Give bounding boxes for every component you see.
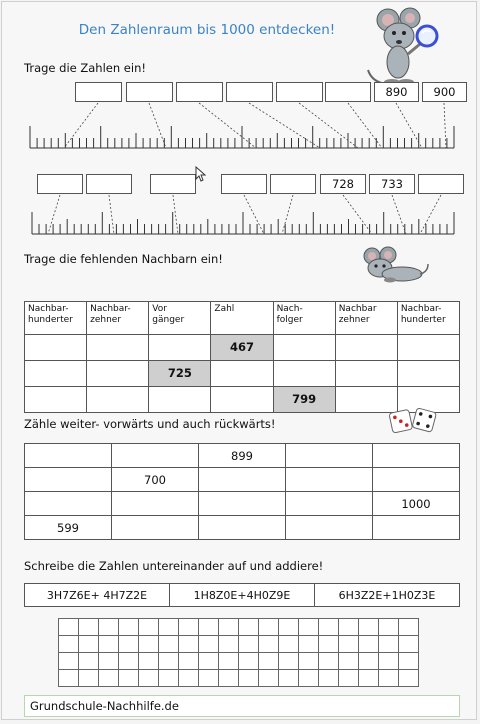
grid-cell[interactable] xyxy=(99,636,119,653)
grid-cell[interactable] xyxy=(319,670,339,687)
grid-cell[interactable] xyxy=(259,670,279,687)
count-cell[interactable] xyxy=(112,516,199,540)
grid-cell[interactable] xyxy=(239,670,259,687)
grid-cell[interactable] xyxy=(359,619,379,636)
answer-cell[interactable] xyxy=(273,335,335,361)
grid-cell[interactable] xyxy=(259,636,279,653)
dice-icon xyxy=(388,406,438,436)
number-line-2 xyxy=(2,2,478,242)
answer-cell[interactable] xyxy=(25,387,87,413)
grid-cell[interactable] xyxy=(199,653,219,670)
count-cell[interactable]: 1000 xyxy=(373,492,460,516)
count-cell[interactable] xyxy=(286,492,373,516)
grid-cell[interactable] xyxy=(339,670,359,687)
grid-cell[interactable] xyxy=(399,670,419,687)
grid-cell[interactable] xyxy=(139,653,159,670)
grid-cell[interactable] xyxy=(139,670,159,687)
count-cell[interactable]: 700 xyxy=(112,468,199,492)
grid-cell[interactable] xyxy=(359,670,379,687)
grid-cell[interactable] xyxy=(199,636,219,653)
header-cell: Nachbar zehner xyxy=(335,302,397,335)
given-number-cell: 799 xyxy=(273,387,335,413)
grid-cell[interactable] xyxy=(99,653,119,670)
answer-cell[interactable] xyxy=(335,361,397,387)
answer-cell[interactable] xyxy=(335,335,397,361)
grid-cell[interactable] xyxy=(319,636,339,653)
grid-cell[interactable] xyxy=(159,636,179,653)
grid-cell[interactable] xyxy=(219,670,239,687)
header-cell: Zahl xyxy=(211,302,273,335)
grid-cell[interactable] xyxy=(119,653,139,670)
section-heading-count: Zähle weiter- vorwärts und auch rückwärts! xyxy=(24,417,276,431)
grid-cell[interactable] xyxy=(339,636,359,653)
grid-cell[interactable] xyxy=(59,653,79,670)
grid-cell[interactable] xyxy=(179,653,199,670)
grid-cell[interactable] xyxy=(219,636,239,653)
grid-cell[interactable] xyxy=(179,619,199,636)
count-cell[interactable] xyxy=(25,444,112,468)
count-cell[interactable] xyxy=(199,492,286,516)
grid-cell[interactable] xyxy=(119,670,139,687)
number-box[interactable]: 733 xyxy=(369,174,415,194)
header-cell: Nachbar- hunderter xyxy=(397,302,459,335)
lying-mouse-icon xyxy=(360,246,430,286)
grid-cell[interactable] xyxy=(399,636,419,653)
grid-cell[interactable] xyxy=(239,619,259,636)
header-cell: Nachbar- hunderter xyxy=(25,302,87,335)
header-cell: Nachbar- zehner xyxy=(87,302,149,335)
grid-cell[interactable] xyxy=(99,619,119,636)
grid-cell[interactable] xyxy=(279,619,299,636)
answer-cell[interactable] xyxy=(273,361,335,387)
grid-cell[interactable] xyxy=(139,636,159,653)
count-cell[interactable] xyxy=(286,468,373,492)
count-cell[interactable] xyxy=(112,444,199,468)
grid-cell[interactable] xyxy=(299,636,319,653)
grid-cell[interactable] xyxy=(59,636,79,653)
answer-cell[interactable] xyxy=(87,361,149,387)
grid-cell[interactable] xyxy=(339,653,359,670)
answer-cell[interactable] xyxy=(25,361,87,387)
grid-cell[interactable] xyxy=(279,653,299,670)
grid-cell[interactable] xyxy=(359,636,379,653)
count-cell[interactable] xyxy=(112,492,199,516)
number-box[interactable]: 728 xyxy=(320,174,366,194)
count-cell[interactable] xyxy=(25,468,112,492)
grid-cell[interactable] xyxy=(259,653,279,670)
grid-cell[interactable] xyxy=(99,670,119,687)
grid-cell[interactable] xyxy=(259,619,279,636)
grid-cell[interactable] xyxy=(339,619,359,636)
grid-cell[interactable] xyxy=(199,619,219,636)
count-cell[interactable] xyxy=(25,492,112,516)
number-box[interactable]: 890 xyxy=(374,82,419,102)
grid-cell[interactable] xyxy=(179,636,199,653)
answer-cell[interactable] xyxy=(25,335,87,361)
number-box[interactable]: 900 xyxy=(422,82,467,102)
answer-cell[interactable] xyxy=(149,387,211,413)
header-cell: Nach- folger xyxy=(273,302,335,335)
count-cell[interactable]: 599 xyxy=(25,516,112,540)
grid-cell[interactable] xyxy=(359,653,379,670)
grid-cell[interactable] xyxy=(299,619,319,636)
count-cell[interactable] xyxy=(199,516,286,540)
grid-cell[interactable] xyxy=(379,636,399,653)
grid-cell[interactable] xyxy=(159,670,179,687)
section-heading-add: Schreibe die Zahlen untereinander auf und addiere! xyxy=(24,559,324,573)
worksheet-page xyxy=(1,1,477,720)
grid-cell[interactable] xyxy=(79,619,99,636)
grid-cell[interactable] xyxy=(79,636,99,653)
grid-cell[interactable] xyxy=(79,670,99,687)
grid-cell[interactable] xyxy=(159,619,179,636)
math-grid xyxy=(58,618,419,687)
grid-cell[interactable] xyxy=(299,653,319,670)
grid-cell[interactable] xyxy=(219,619,239,636)
grid-cell[interactable] xyxy=(299,670,319,687)
addition-tasks xyxy=(24,583,460,607)
count-cell[interactable] xyxy=(373,444,460,468)
grid-cell[interactable] xyxy=(199,670,219,687)
answer-cell[interactable] xyxy=(87,387,149,413)
grid-cell[interactable] xyxy=(59,670,79,687)
grid-cell[interactable] xyxy=(319,653,339,670)
count-cell[interactable] xyxy=(199,468,286,492)
neighbors-table xyxy=(24,301,460,413)
addition-task: 6H3Z2E+1H0Z3E xyxy=(315,584,460,607)
counting-table xyxy=(24,443,460,540)
grid-cell[interactable] xyxy=(379,653,399,670)
grid-cell[interactable] xyxy=(379,670,399,687)
addition-task: 3H7Z6E+ 4H7Z2E xyxy=(25,584,170,607)
answer-cell[interactable] xyxy=(211,387,273,413)
count-cell[interactable] xyxy=(286,516,373,540)
grid-cell[interactable] xyxy=(319,619,339,636)
answer-cell[interactable] xyxy=(149,335,211,361)
grid-cell[interactable] xyxy=(279,636,299,653)
answer-cell[interactable] xyxy=(397,361,459,387)
grid-cell[interactable] xyxy=(59,619,79,636)
grid-cell[interactable] xyxy=(379,619,399,636)
given-number-cell: 467 xyxy=(211,335,273,361)
grid-cell[interactable] xyxy=(179,670,199,687)
grid-cell[interactable] xyxy=(119,619,139,636)
grid-cell[interactable] xyxy=(159,653,179,670)
footer-site-name: Grundschule-Nachhilfe.de xyxy=(24,695,460,717)
count-cell[interactable] xyxy=(373,468,460,492)
addition-task: 1H8Z0E+4H0Z9E xyxy=(170,584,315,607)
grid-cell[interactable] xyxy=(239,636,259,653)
section-heading-neighbors: Trage die fehlenden Nachbarn ein! xyxy=(24,252,223,266)
grid-cell[interactable] xyxy=(139,619,159,636)
grid-cell[interactable] xyxy=(399,619,419,636)
grid-cell[interactable] xyxy=(239,653,259,670)
count-cell[interactable] xyxy=(286,444,373,468)
grid-cell[interactable] xyxy=(399,653,419,670)
count-cell[interactable] xyxy=(373,516,460,540)
grid-cell[interactable] xyxy=(219,653,239,670)
section-heading-enter-numbers: Trage die Zahlen ein! xyxy=(24,61,146,75)
header-cell: Vor gänger xyxy=(149,302,211,335)
count-cell[interactable]: 899 xyxy=(199,444,286,468)
answer-cell[interactable] xyxy=(211,361,273,387)
answer-cell[interactable] xyxy=(397,335,459,361)
grid-cell[interactable] xyxy=(79,653,99,670)
grid-cell[interactable] xyxy=(119,636,139,653)
answer-cell[interactable] xyxy=(87,335,149,361)
given-number-cell: 725 xyxy=(149,361,211,387)
grid-cell[interactable] xyxy=(279,670,299,687)
page-title: Den Zahlenraum bis 1000 entdecken! xyxy=(78,22,336,38)
